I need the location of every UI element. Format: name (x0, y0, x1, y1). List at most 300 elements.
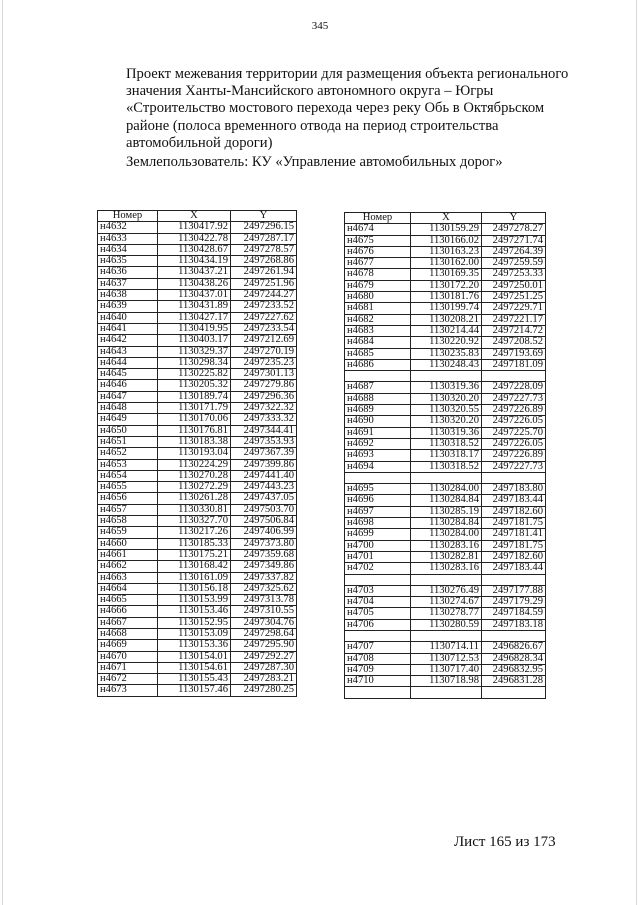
x-coordinate: 1130438.26 (158, 278, 231, 289)
point-number: н4685 (345, 348, 411, 359)
point-number: н4684 (345, 337, 411, 348)
x-coordinate: 1130712.53 (411, 653, 482, 664)
table-row (345, 303, 546, 314)
point-number: н4702 (345, 563, 411, 574)
y-coordinate: 2497235.23 (231, 357, 297, 368)
point-number: н4670 (98, 651, 158, 662)
point-number: н4668 (98, 628, 158, 639)
x-coordinate (411, 687, 482, 698)
table-row (98, 244, 297, 255)
y-coordinate: 2496831.28 (482, 676, 546, 687)
table-row (98, 357, 297, 368)
point-number: н4708 (345, 653, 411, 664)
table-row (98, 674, 297, 685)
x-coordinate: 1130225.82 (158, 369, 231, 380)
point-number: н4682 (345, 314, 411, 325)
table-body-left (98, 222, 297, 696)
y-coordinate: 2497268.86 (231, 256, 297, 267)
x-coordinate: 1130417.92 (158, 222, 231, 233)
x-coordinate: 1130154.61 (158, 662, 231, 673)
x-coordinate: 1130284.84 (411, 495, 482, 506)
y-coordinate (482, 371, 546, 382)
x-coordinate: 1130220.92 (411, 337, 482, 348)
table-row (98, 572, 297, 583)
point-number: н4697 (345, 506, 411, 517)
point-number: н4650 (98, 425, 158, 436)
x-coordinate: 1130717.40 (411, 664, 482, 675)
table-row (98, 256, 297, 267)
point-number: н4689 (345, 405, 411, 416)
x-coordinate: 1130431.89 (158, 301, 231, 312)
point-number: н4636 (98, 267, 158, 278)
y-coordinate: 2497227.73 (482, 461, 546, 472)
point-number: н4701 (345, 551, 411, 562)
table-row (98, 628, 297, 639)
x-coordinate: 1130153.99 (158, 595, 231, 606)
y-coordinate: 2497344.41 (231, 425, 297, 436)
table-row (345, 280, 546, 291)
y-coordinate: 2497227.73 (482, 393, 546, 404)
table-row (345, 597, 546, 608)
x-coordinate: 1130161.09 (158, 572, 231, 583)
x-coordinate: 1130189.74 (158, 391, 231, 402)
y-coordinate: 2497183.18 (482, 619, 546, 630)
table-row (98, 448, 297, 459)
point-number: н4648 (98, 403, 158, 414)
x-coordinate: 1130159.29 (411, 224, 482, 235)
point-number: н4672 (98, 674, 158, 685)
table-row (98, 403, 297, 414)
point-number: н4704 (345, 597, 411, 608)
y-coordinate: 2497182.60 (482, 551, 546, 562)
table-row (345, 325, 546, 336)
table-row (98, 504, 297, 515)
heading-line: автомобильной дороги) (126, 134, 273, 151)
table-row (98, 312, 297, 323)
point-number: н4646 (98, 380, 158, 391)
y-coordinate: 2497406.99 (231, 527, 297, 538)
table-row (98, 640, 297, 651)
y-coordinate: 2497443.23 (231, 482, 297, 493)
x-coordinate: 1130285.19 (411, 506, 482, 517)
y-coordinate: 2497177.88 (482, 585, 546, 596)
x-coordinate: 1130235.83 (411, 348, 482, 359)
table-row (345, 292, 546, 303)
y-coordinate: 2497212.69 (231, 335, 297, 346)
table-row (98, 222, 297, 233)
y-coordinate: 2497183.44 (482, 563, 546, 574)
point-number: н4654 (98, 470, 158, 481)
table-row (98, 301, 297, 312)
table-row (345, 393, 546, 404)
y-coordinate: 2497296.15 (231, 222, 297, 233)
point-number: н4635 (98, 256, 158, 267)
y-coordinate: 2497298.64 (231, 628, 297, 639)
y-coordinate: 2497506.84 (231, 516, 297, 527)
table-row (345, 314, 546, 325)
y-coordinate: 2497349.86 (231, 561, 297, 572)
point-number: н4665 (98, 595, 158, 606)
x-coordinate: 1130276.49 (411, 585, 482, 596)
y-coordinate: 2497214.72 (482, 325, 546, 336)
point-number: н4664 (98, 583, 158, 594)
table-row (98, 617, 297, 628)
x-coordinate: 1130176.81 (158, 425, 231, 436)
table-row (345, 461, 546, 472)
document-heading (126, 66, 596, 171)
table-row (345, 518, 546, 529)
table-row (345, 540, 546, 551)
x-coordinate: 1130153.36 (158, 640, 231, 651)
y-coordinate: 2497292.27 (231, 651, 297, 662)
x-coordinate: 1130419.95 (158, 323, 231, 334)
point-number: н4667 (98, 617, 158, 628)
y-coordinate (482, 472, 546, 483)
y-coordinate: 2497367.39 (231, 448, 297, 459)
y-coordinate: 2497271.74 (482, 235, 546, 246)
point-number: н4671 (98, 662, 158, 673)
table-row (98, 651, 297, 662)
point-number: н4675 (345, 235, 411, 246)
point-number: н4639 (98, 301, 158, 312)
point-number: н4679 (345, 280, 411, 291)
y-coordinate: 2497278.27 (482, 224, 546, 235)
point-number: н4641 (98, 323, 158, 334)
point-number (345, 687, 411, 698)
point-number: н4659 (98, 527, 158, 538)
table-row (98, 380, 297, 391)
x-coordinate: 1130283.16 (411, 540, 482, 551)
table-row (98, 436, 297, 447)
y-coordinate: 2497226.05 (482, 438, 546, 449)
x-coordinate: 1130205.32 (158, 380, 231, 391)
y-coordinate: 2497283.21 (231, 674, 297, 685)
table-row (345, 551, 546, 562)
point-number: н4653 (98, 459, 158, 470)
column-header-number: Номер (345, 213, 411, 224)
y-coordinate: 2497208.52 (482, 337, 546, 348)
x-coordinate: 1130280.59 (411, 619, 482, 630)
x-coordinate (411, 630, 482, 641)
y-coordinate: 2497251.96 (231, 278, 297, 289)
y-coordinate: 2497333.32 (231, 414, 297, 425)
y-coordinate: 2497181.09 (482, 359, 546, 370)
table-row (345, 574, 546, 585)
y-coordinate: 2497221.17 (482, 314, 546, 325)
x-coordinate: 1130320.20 (411, 393, 482, 404)
x-coordinate: 1130168.42 (158, 561, 231, 572)
x-coordinate: 1130153.09 (158, 628, 231, 639)
point-number: н4662 (98, 561, 158, 572)
point-number: н4656 (98, 493, 158, 504)
x-coordinate: 1130284.00 (411, 529, 482, 540)
y-coordinate: 2497259.59 (482, 258, 546, 269)
x-coordinate: 1130154.01 (158, 651, 231, 662)
table-row (98, 516, 297, 527)
point-number: н4703 (345, 585, 411, 596)
y-coordinate: 2497244.27 (231, 290, 297, 301)
x-coordinate: 1130274.67 (411, 597, 482, 608)
x-coordinate: 1130403.17 (158, 335, 231, 346)
table-row (345, 359, 546, 370)
point-number: н4709 (345, 664, 411, 675)
point-number: н4706 (345, 619, 411, 630)
x-coordinate: 1130214.44 (411, 325, 482, 336)
table-row (98, 685, 297, 696)
x-coordinate: 1130170.06 (158, 414, 231, 425)
table-row (345, 382, 546, 393)
y-coordinate: 2497229.71 (482, 303, 546, 314)
table-row (98, 493, 297, 504)
y-coordinate: 2497181.75 (482, 540, 546, 551)
heading-line: «Строительство мостового перехода через реку Обь в Октябрьском (126, 100, 545, 117)
table-row (98, 391, 297, 402)
y-coordinate: 2497270.19 (231, 346, 297, 357)
scan-edge-left (2, 0, 3, 905)
point-number (345, 371, 411, 382)
x-coordinate: 1130153.46 (158, 606, 231, 617)
point-number: н4687 (345, 382, 411, 393)
table-row (98, 549, 297, 560)
x-coordinate: 1130298.34 (158, 357, 231, 368)
x-coordinate: 1130172.20 (411, 280, 482, 291)
table-row (345, 687, 546, 698)
y-coordinate: 2497181.75 (482, 518, 546, 529)
point-number: н4649 (98, 414, 158, 425)
heading-line: Проект межевания территории для размещения объекта регионального (126, 66, 569, 82)
x-coordinate: 1130261.28 (158, 493, 231, 504)
point-number (345, 574, 411, 585)
x-coordinate: 1130272.29 (158, 482, 231, 493)
y-coordinate: 2496832.95 (482, 664, 546, 675)
table-row (98, 425, 297, 436)
column-header-y: Y (231, 211, 297, 222)
table-row (98, 595, 297, 606)
point-number: н4694 (345, 461, 411, 472)
x-coordinate: 1130284.84 (411, 518, 482, 529)
y-coordinate: 2497296.36 (231, 391, 297, 402)
table-row (345, 246, 546, 257)
x-coordinate (411, 371, 482, 382)
table-row (345, 495, 546, 506)
x-coordinate: 1130248.43 (411, 359, 482, 370)
x-coordinate: 1130427.17 (158, 312, 231, 323)
y-coordinate: 2497295.90 (231, 640, 297, 651)
table-row (345, 664, 546, 675)
x-coordinate: 1130718.98 (411, 676, 482, 687)
y-coordinate: 2497279.86 (231, 380, 297, 391)
x-coordinate: 1130193.04 (158, 448, 231, 459)
table-row (98, 278, 297, 289)
point-number: н4657 (98, 504, 158, 515)
y-coordinate: 2497193.69 (482, 348, 546, 359)
point-number: н4680 (345, 292, 411, 303)
column-header-y: Y (482, 213, 546, 224)
y-coordinate (482, 630, 546, 641)
x-coordinate: 1130278.77 (411, 608, 482, 619)
point-number: н4707 (345, 642, 411, 653)
y-coordinate: 2497253.33 (482, 269, 546, 280)
heading-line: районе (полоса временного отвода на период строительства (126, 117, 499, 134)
point-number: н4638 (98, 290, 158, 301)
point-number: н4678 (345, 269, 411, 280)
y-coordinate: 2497278.57 (231, 244, 297, 255)
heading-line: значения Ханты-Мансийского автономного округа – Югры (126, 83, 494, 100)
x-coordinate: 1130428.67 (158, 244, 231, 255)
point-number: н4663 (98, 572, 158, 583)
x-coordinate: 1130183.38 (158, 436, 231, 447)
y-coordinate: 2497353.93 (231, 436, 297, 447)
point-number: н4705 (345, 608, 411, 619)
column-header-x: X (411, 213, 482, 224)
y-coordinate: 2497227.62 (231, 312, 297, 323)
x-coordinate: 1130157.46 (158, 685, 231, 696)
x-coordinate: 1130329.37 (158, 346, 231, 357)
table-row (345, 484, 546, 495)
table-row (98, 267, 297, 278)
table-row (98, 561, 297, 572)
table-row (98, 323, 297, 334)
table-row (345, 348, 546, 359)
column-header-number: Номер (98, 211, 158, 222)
point-number: н4674 (345, 224, 411, 235)
x-coordinate: 1130422.78 (158, 233, 231, 244)
table-row (98, 459, 297, 470)
x-coordinate: 1130175.21 (158, 549, 231, 560)
x-coordinate: 1130155.43 (158, 674, 231, 685)
x-coordinate: 1130185.33 (158, 538, 231, 549)
x-coordinate: 1130166.02 (411, 235, 482, 246)
table-row (98, 538, 297, 549)
point-number: н4686 (345, 359, 411, 370)
table-row (345, 506, 546, 517)
x-coordinate: 1130437.01 (158, 290, 231, 301)
point-number: н4645 (98, 369, 158, 380)
y-coordinate: 2497226.89 (482, 405, 546, 416)
x-coordinate: 1130224.29 (158, 459, 231, 470)
y-coordinate: 2497184.59 (482, 608, 546, 619)
x-coordinate: 1130330.81 (158, 504, 231, 515)
y-coordinate: 2497337.82 (231, 572, 297, 583)
x-coordinate: 1130434.19 (158, 256, 231, 267)
table-row (98, 335, 297, 346)
x-coordinate (411, 472, 482, 483)
table-row (98, 606, 297, 617)
point-number: н4691 (345, 427, 411, 438)
point-number: н4683 (345, 325, 411, 336)
point-number: н4658 (98, 516, 158, 527)
table-row (345, 371, 546, 382)
x-coordinate: 1130152.95 (158, 617, 231, 628)
x-coordinate: 1130162.00 (411, 258, 482, 269)
point-number: н4688 (345, 393, 411, 404)
point-number: н4652 (98, 448, 158, 459)
point-number: н4643 (98, 346, 158, 357)
x-coordinate: 1130282.81 (411, 551, 482, 562)
point-number: н4633 (98, 233, 158, 244)
table-row (98, 527, 297, 538)
y-coordinate: 2497287.17 (231, 233, 297, 244)
point-number: н4655 (98, 482, 158, 493)
y-coordinate: 2497359.68 (231, 549, 297, 560)
table-row (98, 369, 297, 380)
x-coordinate: 1130319.36 (411, 382, 482, 393)
y-coordinate: 2497261.94 (231, 267, 297, 278)
point-number: н4696 (345, 495, 411, 506)
table-row (345, 529, 546, 540)
table-row (345, 472, 546, 483)
x-coordinate: 1130327.70 (158, 516, 231, 527)
point-number: н4644 (98, 357, 158, 368)
y-coordinate: 2497322.32 (231, 403, 297, 414)
table-row (345, 450, 546, 461)
table-row (345, 653, 546, 664)
y-coordinate: 2497503.70 (231, 504, 297, 515)
table-header-row (345, 213, 546, 224)
point-number: н4676 (345, 246, 411, 257)
x-coordinate: 1130437.21 (158, 267, 231, 278)
y-coordinate: 2497301.13 (231, 369, 297, 380)
y-coordinate: 2497287.30 (231, 662, 297, 673)
table-row (345, 619, 546, 630)
table-row (98, 470, 297, 481)
column-header-x: X (158, 211, 231, 222)
table-row (345, 269, 546, 280)
x-coordinate: 1130714.11 (411, 642, 482, 653)
x-coordinate: 1130171.79 (158, 403, 231, 414)
point-number: н4673 (98, 685, 158, 696)
table-row (345, 585, 546, 596)
point-number: н4637 (98, 278, 158, 289)
x-coordinate: 1130284.00 (411, 484, 482, 495)
table-row (345, 405, 546, 416)
x-coordinate: 1130199.74 (411, 303, 482, 314)
sheet-label: Лист 165 из 173 (454, 834, 556, 850)
point-number: н4692 (345, 438, 411, 449)
table-row (98, 290, 297, 301)
table-row (345, 438, 546, 449)
point-number: н4700 (345, 540, 411, 551)
table-row (345, 235, 546, 246)
table-row (345, 630, 546, 641)
y-coordinate: 2497233.52 (231, 301, 297, 312)
y-coordinate: 2497181.41 (482, 529, 546, 540)
point-number: н4647 (98, 391, 158, 402)
y-coordinate: 2497399.86 (231, 459, 297, 470)
point-number: н4690 (345, 416, 411, 427)
y-coordinate: 2497280.25 (231, 685, 297, 696)
point-number: н4693 (345, 450, 411, 461)
table-body-right (345, 224, 546, 698)
page-number: 345 (311, 20, 329, 32)
table-row (98, 662, 297, 673)
point-number: н4651 (98, 436, 158, 447)
y-coordinate: 2497437.05 (231, 493, 297, 504)
table-row (345, 258, 546, 269)
table-row (98, 583, 297, 594)
y-coordinate: 2497226.89 (482, 450, 546, 461)
x-coordinate: 1130319.36 (411, 427, 482, 438)
y-coordinate: 2497225.70 (482, 427, 546, 438)
x-coordinate (411, 574, 482, 585)
point-number: н4710 (345, 676, 411, 687)
table-row (345, 563, 546, 574)
point-number: н4699 (345, 529, 411, 540)
point-number: н4695 (345, 484, 411, 495)
table-row (345, 427, 546, 438)
coordinates-table-right (344, 212, 546, 699)
y-coordinate: 2497226.05 (482, 416, 546, 427)
